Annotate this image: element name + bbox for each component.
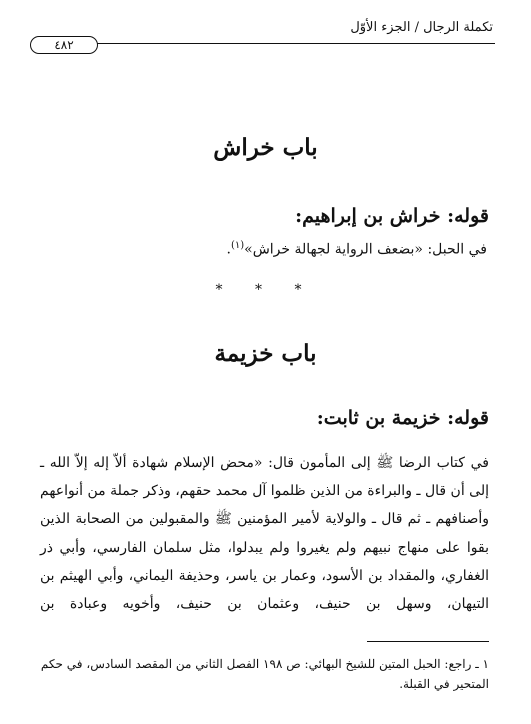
- section-separator: * * *: [215, 282, 316, 298]
- chapter-title-khuzayma: باب خزيمة: [214, 340, 317, 367]
- footnote-reference[interactable]: (١): [230, 240, 245, 251]
- quote-trailing: .: [226, 241, 231, 258]
- quote-text: في الحبل: «بضعف الرواية لجهالة خراش»: [244, 241, 487, 258]
- entry-heading-khirash: قوله: خراش بن إبراهيم:: [295, 205, 489, 227]
- footnote: ١ ـ راجع: الحبل المتين للشيخ البهائي: ص ١٩٨ الفصل الثاني من المقصد السادس، في حكم المتحير في القبلة.: [40, 657, 489, 691]
- quote-line: [227, 240, 488, 258]
- entry-heading-khuzayma: قوله: خزيمة بن ثابت:: [316, 407, 489, 429]
- body-paragraph: في كتاب الرضا ﷺ إلى المأمون قال: «محض الإسلام شهادة ألاّ إله إلاّ الله ـ إلى أن قال ـ والبراءة من الذين ظلموا آل محمد حقهم، وذكر جملة من أنواعهم وأصنافهم ـ ثم قال ـ والولاية لأمير المؤمنين ﷺ والمقبولين من الصحابة الذين بقوا على منهاج نبيهم ولم يغيروا ولم يبدلوا، مثل سلمان الفارسي، وأبي ذر الغفاري، والمقداد بن الأسود، وعمار بن ياسر، وحذيفة اليماني، وأبي الهيثم بن التيهان، وسهل بن حنيف، وعثمان بن حنيف، وأخويه وعبادة بن: [40, 455, 489, 613]
- chapter-title-khirash: باب خراش: [213, 134, 318, 161]
- footnote-rule: [367, 641, 489, 642]
- page-number-badge: ٤٨٢: [30, 36, 98, 54]
- header-rule: [36, 43, 495, 44]
- running-header: تكملة الرجال / الجزء الأوّل: [350, 20, 493, 35]
